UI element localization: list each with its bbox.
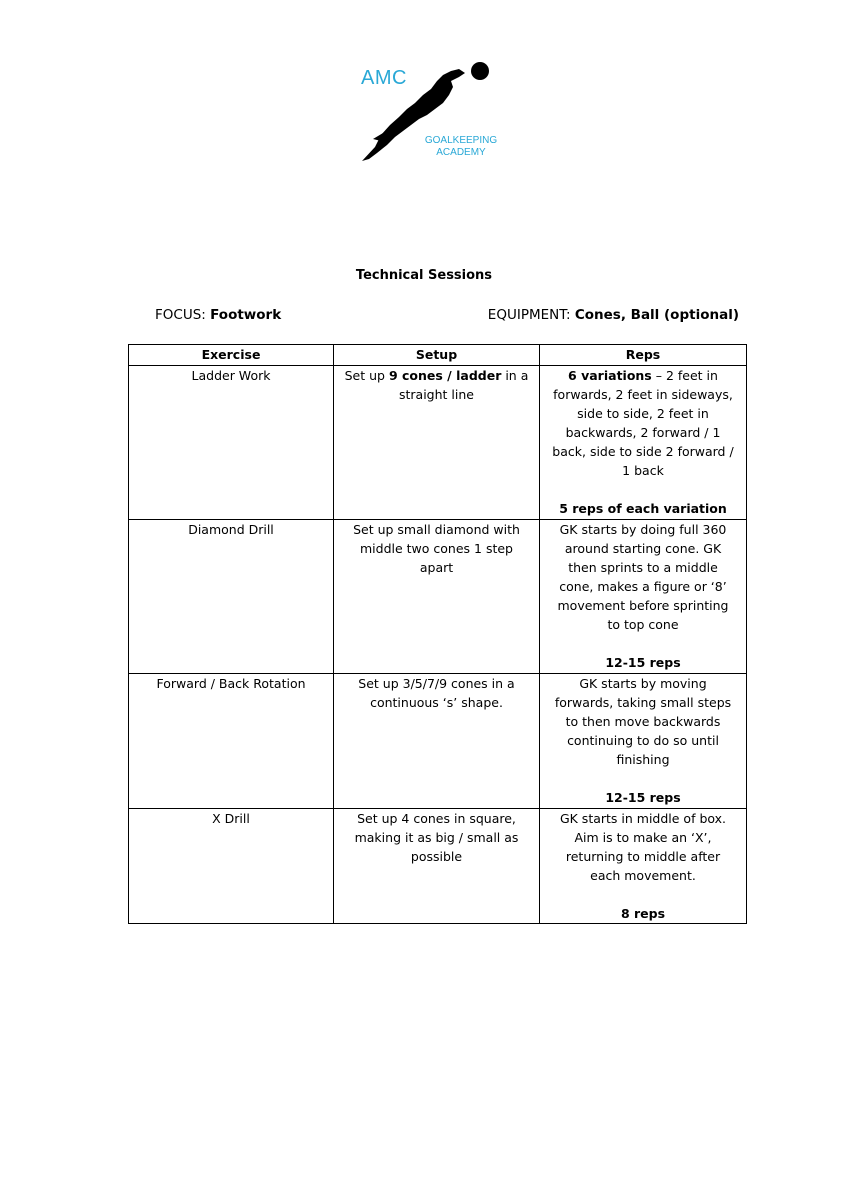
setup-bold: 9 cones / ladder — [388, 368, 502, 383]
column-header-setup: Setup — [334, 345, 540, 366]
logo-brand-top: AMC — [361, 67, 407, 89]
reps-count: 12-15 reps — [605, 655, 681, 670]
reps-cell — [540, 809, 747, 924]
focus-label: FOCUS: — [155, 307, 206, 323]
sessions-table — [128, 344, 747, 924]
setup-cell: Set up 3/5/7/9 cones in a continuous ‘s’ shape. — [334, 674, 540, 809]
exercise-cell: Forward / Back Rotation — [129, 674, 334, 809]
exercise-cell: Diamond Drill — [129, 520, 334, 674]
reps-text: GK starts by doing full 360 around starting cone. GK then sprints to a middle cone, makes a figure or ‘8’ movement before sprinting to top cone — [557, 522, 729, 632]
reps-text: GK starts in middle of box. Aim is to make an ‘X’, returning to middle after each movement. — [559, 811, 727, 883]
table-header-row — [129, 345, 747, 366]
reps-cell — [540, 520, 747, 674]
table-row — [129, 674, 747, 809]
reps-text: – 2 feet in forwards, 2 feet in sideways, side to side, 2 feet in backwards, 2 forward / 1 back, side to side 2 forward / 1 back — [552, 368, 734, 478]
reps-count: 12-15 reps — [605, 790, 681, 805]
exercise-cell: Ladder Work — [129, 366, 334, 520]
page-title: Technical Sessions — [355, 268, 493, 283]
focus-line — [155, 307, 281, 323]
academy-logo — [355, 55, 505, 167]
reps-count: 8 reps — [620, 906, 666, 921]
reps-bold: 6 variations — [568, 368, 652, 383]
equipment-value: Cones, Ball (optional) — [574, 307, 739, 323]
reps-text: GK starts by moving forwards, taking small steps to then move backwards continuing to do so until finishing — [554, 676, 732, 767]
reps-description — [550, 366, 736, 480]
table-row — [129, 520, 747, 674]
setup-text: Set up — [344, 368, 389, 383]
table-row — [129, 366, 747, 520]
setup-cell: Set up 4 cones in square, making it as big / small as possible — [334, 809, 540, 924]
column-header-exercise: Exercise — [129, 345, 334, 366]
setup-text-post: in a straight line — [399, 368, 529, 402]
reps-cell — [540, 366, 747, 520]
logo-brand-bottom: GOALKEEPING ACADEMY — [424, 135, 498, 158]
focus-value: Footwork — [210, 307, 282, 323]
equipment-label: EQUIPMENT: — [487, 307, 571, 323]
reps-count: 5 reps of each variation — [559, 501, 727, 516]
setup-cell — [334, 366, 540, 520]
reps-cell — [540, 674, 747, 809]
column-header-reps: Reps — [540, 345, 747, 366]
table-row — [129, 809, 747, 924]
equipment-line — [488, 307, 739, 323]
exercise-cell: X Drill — [129, 809, 334, 924]
setup-cell: Set up small diamond with middle two cones 1 step apart — [334, 520, 540, 674]
